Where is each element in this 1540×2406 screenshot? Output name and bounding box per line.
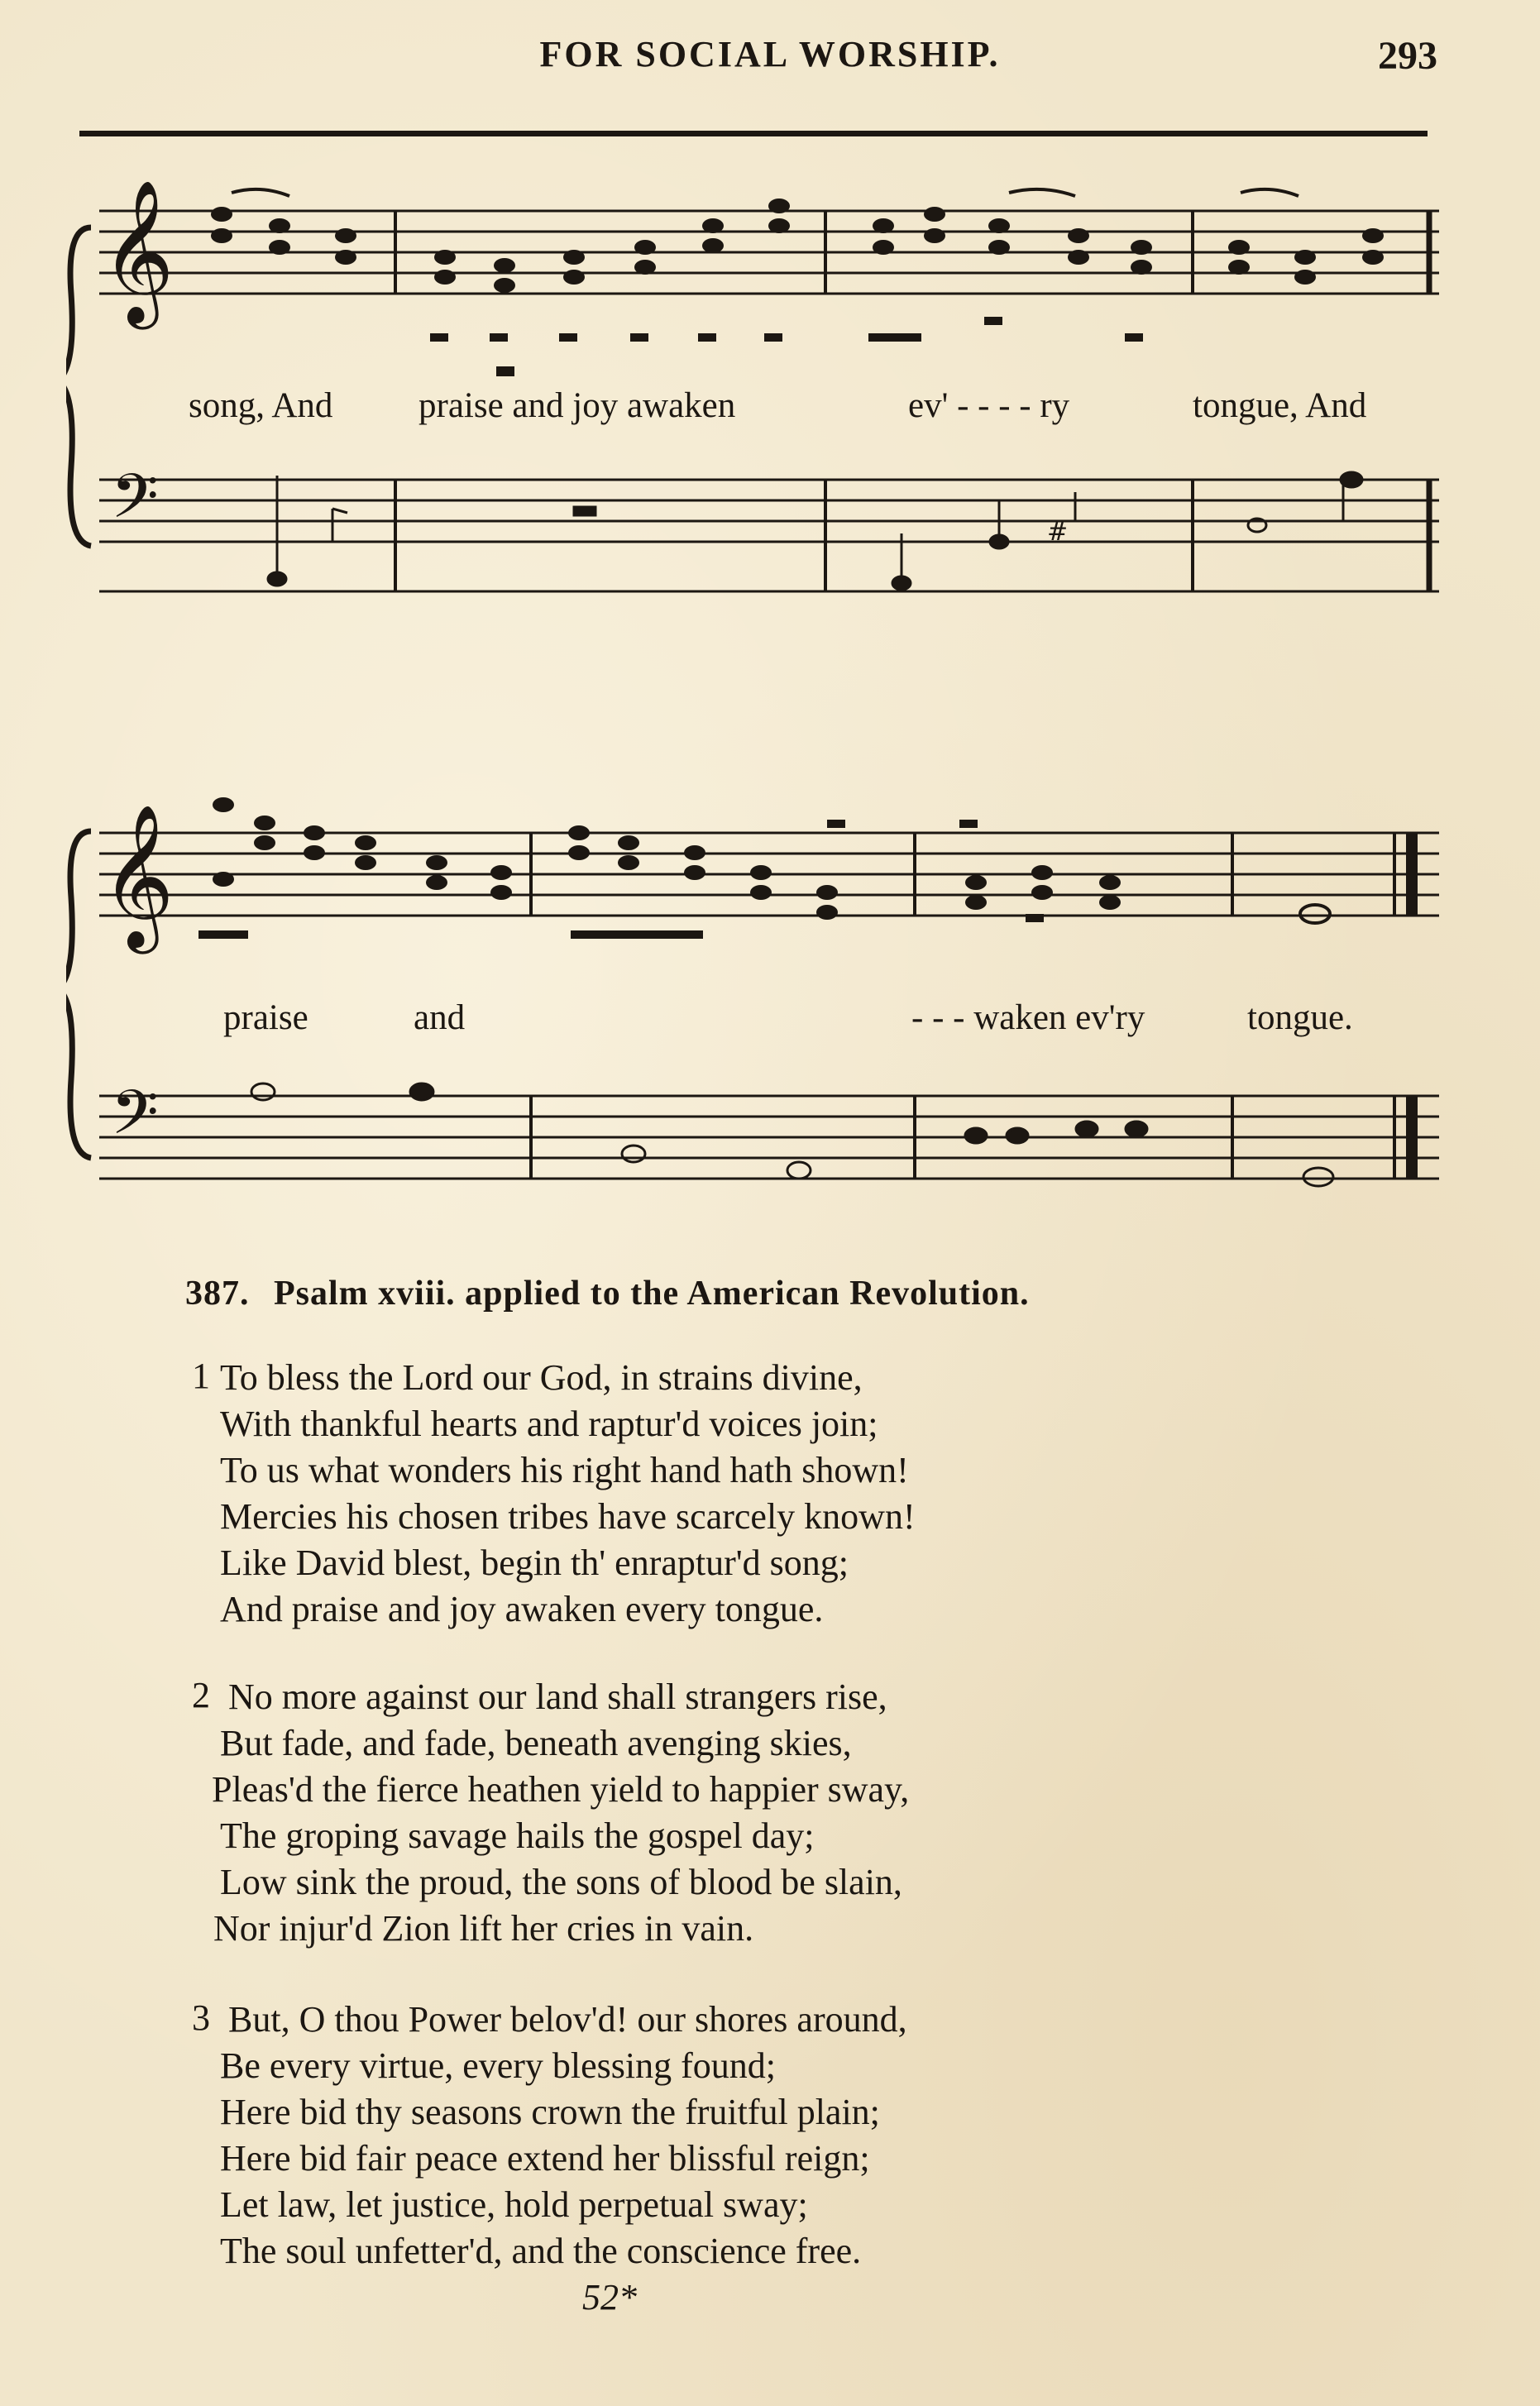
hymn-number: 387.: [185, 1275, 250, 1313]
signature-mark: 52*: [582, 2277, 637, 2318]
verse-line: But, O thou Power belov'd! our shores around,: [228, 1999, 907, 2040]
lyric-system2-4: tongue.: [1247, 998, 1353, 1037]
verse-number: 1: [192, 1356, 210, 1396]
verse-line: No more against our land shall strangers rise,: [228, 1677, 887, 1717]
lyric-system1-4: tongue, And: [1193, 386, 1367, 425]
verse-line: The groping savage hails the gospel day;: [220, 1815, 815, 1856]
running-header: FOR SOCIAL WORSHIP.: [539, 34, 1001, 74]
header-rule: [79, 131, 1428, 136]
lyric-system1-2: praise and joy awaken: [418, 386, 736, 425]
svg-text:#: #: [1047, 518, 1069, 547]
verse-line: Pleas'd the fierce heathen yield to happier sway,: [212, 1769, 910, 1810]
verse-line: With thankful hearts and raptur'd voices join;: [220, 1404, 878, 1444]
verse-1: [192, 1355, 916, 1633]
verse-line: Mercies his chosen tribes have scarcely known!: [220, 1496, 916, 1537]
verse-line: To bless the Lord our God, in strains divine,: [220, 1357, 863, 1398]
verse-line: The soul unfetter'd, and the conscience free.: [220, 2231, 862, 2271]
hymn-heading: [185, 1274, 1030, 1313]
verse-line: Here bid fair peace extend her blissful reign;: [220, 2138, 870, 2179]
verse-line: Nor injur'd Zion lift her cries in vain.: [213, 1908, 754, 1949]
verse-line: Be every virtue, every blessing found;: [220, 2045, 777, 2086]
svg-text:𝄢: 𝄢: [111, 1077, 159, 1164]
verse-line: Here bid thy seasons crown the fruitful plain;: [220, 2092, 880, 2132]
svg-text:𝄞: 𝄞: [101, 179, 175, 323]
svg-text:𝄞: 𝄞: [101, 804, 175, 948]
verse-line: Like David blest, begin th' enraptur'd song;: [220, 1543, 849, 1583]
lyric-system2-3: - - - waken ev'ry: [911, 998, 1145, 1037]
verse-line: Low sink the proud, the sons of blood be slain,: [220, 1862, 902, 1902]
lyric-system1-3: ev' - - - - ry: [908, 386, 1070, 425]
page-number: 293: [1378, 34, 1437, 78]
verse-3: [192, 1997, 907, 2274]
verse-number: 3: [192, 1997, 210, 2038]
hymn-title: Psalm xviii. applied to the American Revolution.: [274, 1275, 1030, 1313]
verse-line: Let law, let justice, hold perpetual sway;: [220, 2184, 808, 2225]
lyric-system1-1: song, And: [189, 386, 333, 425]
lyric-system2-1: praise: [223, 998, 308, 1037]
lyric-system2-2: and: [414, 998, 466, 1037]
verse-line: And praise and joy awaken every tongue.: [220, 1589, 824, 1629]
verse-line: To us what wonders his right hand hath shown!: [220, 1450, 909, 1490]
verse-2: [192, 1674, 910, 1952]
svg-text:𝄢: 𝄢: [111, 461, 159, 548]
verse-number: 2: [192, 1675, 210, 1715]
verse-line: But fade, and fade, beneath avenging skies,: [220, 1723, 852, 1763]
